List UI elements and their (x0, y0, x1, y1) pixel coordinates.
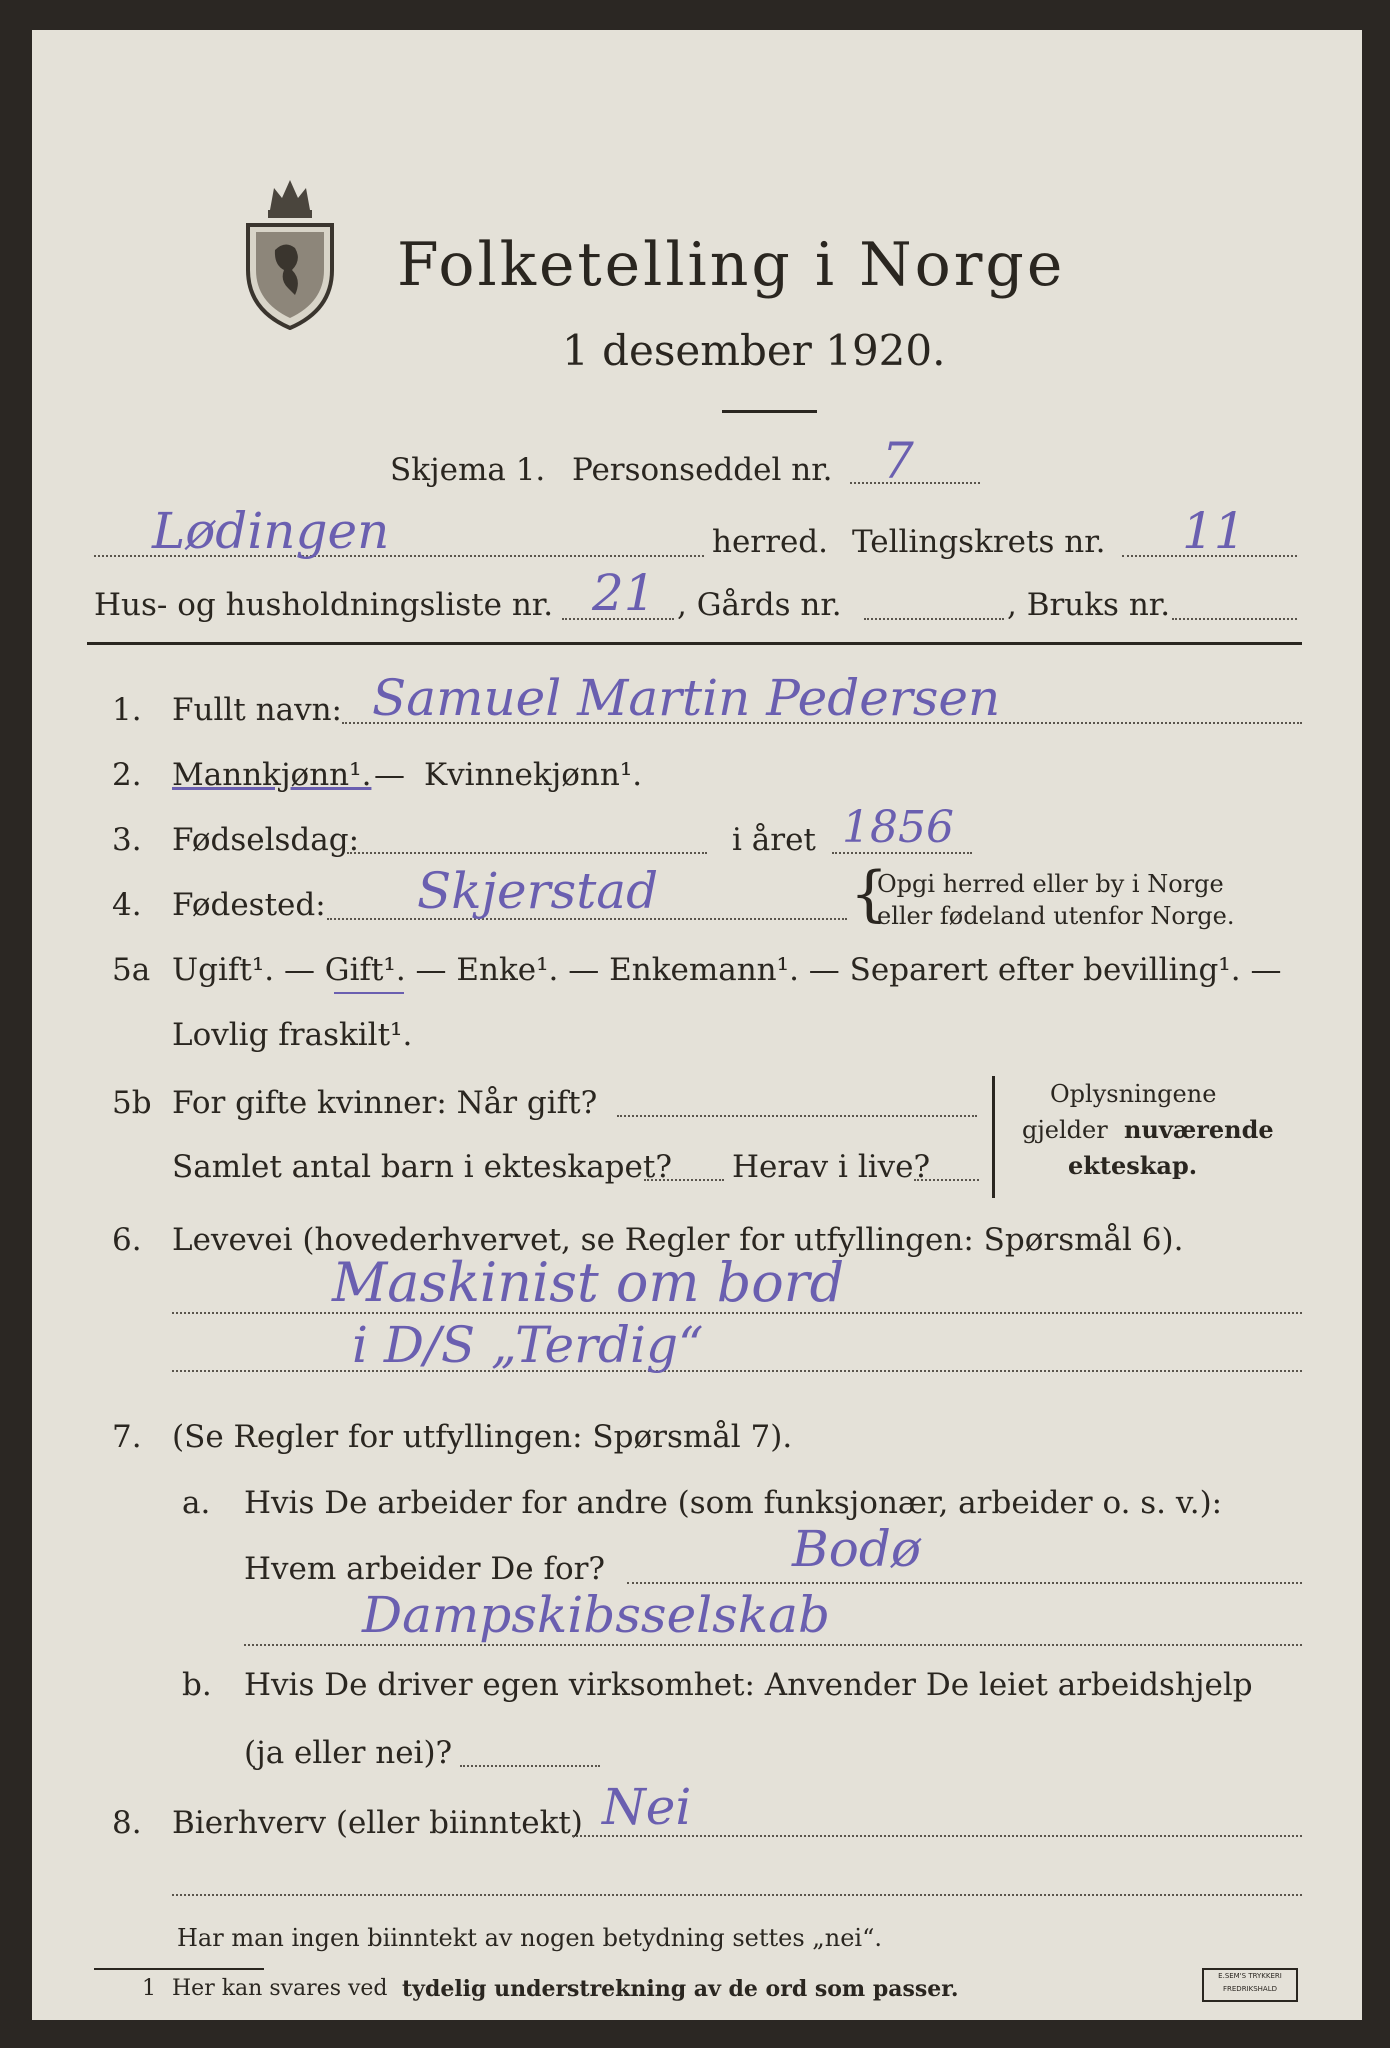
q5a-line2: Lovlig fraskilt¹. (172, 1017, 413, 1053)
q4-note-brace: { (850, 859, 889, 929)
herred-label: herred. (712, 524, 828, 560)
census-form-sheet (32, 30, 1362, 2020)
schema-label: Skjema 1. (390, 452, 546, 488)
printer-mark (1202, 1968, 1298, 2002)
q6-line2 (172, 1370, 1302, 1372)
footnote-rule (94, 1968, 264, 1970)
q7a-line-extra (244, 1644, 1302, 1646)
footnote-number: 1 (142, 1976, 156, 2001)
printer-mark-line2: FREDRIKSHALD (1222, 1985, 1277, 1993)
q5b-note-line2a: gjelder (1022, 1116, 1108, 1144)
q4-number: 4. (112, 887, 142, 923)
q5a-line1: Ugift¹. — Gift¹. — Enke¹. — Enkemann¹. — Separert efter bevilling¹. — (172, 952, 1282, 988)
q7-label: (Se Regler for utfyllingen: Spørsmål 7). (172, 1419, 793, 1455)
q7-number: 7. (112, 1419, 142, 1455)
form-title: Folketelling i Norge (397, 230, 1066, 300)
footer-note: Har man ingen biinntekt av nogen betydning settes „nei“. (177, 1924, 882, 1952)
q7a-line1: Hvis De arbeider for andre (som funksjonær, arbeider o. s. v.): (244, 1485, 1223, 1521)
q7a-value-line1: Bodø (792, 1520, 921, 1578)
footnote-text: Her kan svares ved (172, 1976, 388, 2001)
household-list-label: Hus- og husholdningsliste nr. (94, 587, 554, 623)
q5b-note-bracket (992, 1076, 995, 1198)
q5b-when-line (617, 1115, 977, 1117)
q2-female: Kvinnekjønn¹. (424, 757, 643, 793)
gards-line (864, 618, 1004, 620)
census-date: 1 desember 1920. (562, 326, 946, 375)
q4-note-line2: eller fødeland utenfor Norge. (877, 902, 1235, 930)
q6-value-line2: i D/S „Terdig“ (352, 1316, 704, 1374)
q8-value: Nei (602, 1778, 692, 1836)
q5b-children-line (644, 1179, 724, 1181)
title-divider (722, 410, 817, 413)
q6-number: 6. (112, 1222, 142, 1258)
printer-mark-line1: E.SEM'S TRYKKERI (1218, 1972, 1282, 1980)
q6-label: Levevei (hovederhvervet, se Regler for utfyllingen: Spørsmål 6). (172, 1222, 1184, 1258)
q5b-note-line2b: nuværende (1124, 1115, 1274, 1144)
q5b-line2b: Herav i live? (732, 1149, 931, 1185)
bruks-line (1172, 618, 1297, 620)
q4-value: Skjerstad (417, 862, 659, 920)
personseddel-value: 7 (882, 432, 914, 490)
q1-number: 1. (112, 692, 142, 728)
q8-line-extra (172, 1894, 1302, 1896)
q1-value: Samuel Martin Pedersen (372, 669, 1001, 727)
q5b-alive-line (914, 1179, 979, 1181)
q5b-note-line3: ekteskap. (1068, 1151, 1198, 1180)
q1-label: Fullt navn: (172, 692, 342, 728)
q7a-line2: Hvem arbeider De for? (244, 1551, 606, 1587)
footnote-emphasis: tydelig understrekning av de ord som passer. (402, 1976, 959, 2002)
q3-label: Fødselsdag: (172, 822, 360, 858)
norwegian-coat-of-arms-icon (240, 170, 340, 330)
personseddel-label: Personseddel nr. (572, 452, 833, 488)
q7a-line (627, 1582, 1302, 1584)
q5b-line1: For gifte kvinner: Når gift? (172, 1085, 598, 1121)
q8-label: Bierhverv (eller biinntekt) (172, 1805, 583, 1841)
personseddel-line (850, 482, 980, 484)
q4-label: Fødested: (172, 887, 326, 923)
q3-year-label: i året (732, 822, 816, 858)
q5b-number: 5b (112, 1085, 152, 1121)
tellingskrets-value: 11 (1182, 502, 1246, 560)
q7b-line1: Hvis De driver egen virksomhet: Anvender De leiet arbeidshjelp (244, 1667, 1253, 1703)
tellingskrets-label: Tellingskrets nr. (852, 524, 1106, 560)
q2-number: 2. (112, 757, 142, 793)
q6-value-line1: Maskinist om bord (332, 1251, 845, 1314)
q5a-number: 5a (112, 952, 151, 988)
household-list-value: 21 (592, 564, 656, 622)
q7b-line (460, 1765, 600, 1767)
q7b-number: b. (182, 1667, 212, 1703)
herred-value: Lødingen (152, 502, 390, 560)
q4-note-line1: Opgi herred eller by i Norge (877, 870, 1224, 898)
bruks-label: , Bruks nr. (1007, 587, 1171, 623)
q3-number: 3. (112, 822, 142, 858)
q7a-number: a. (182, 1485, 211, 1521)
q8-number: 8. (112, 1805, 142, 1841)
q3-line (347, 852, 707, 854)
q5a-gift-underline (334, 992, 404, 994)
q3-year-value: 1856 (842, 802, 954, 853)
q7b-line2: (ja eller nei)? (244, 1735, 453, 1771)
gards-label: , Gårds nr. (677, 587, 842, 623)
q7a-value-line2: Dampskibsselskab (362, 1586, 830, 1644)
q2-male: Mannkjønn¹. (172, 757, 372, 793)
q2-separator: — (374, 757, 405, 793)
q5b-line2a: Samlet antal barn i ekteskapet? (172, 1149, 672, 1185)
header-rule (87, 642, 1302, 645)
q5b-note-line1: Oplysningene (1050, 1080, 1217, 1108)
